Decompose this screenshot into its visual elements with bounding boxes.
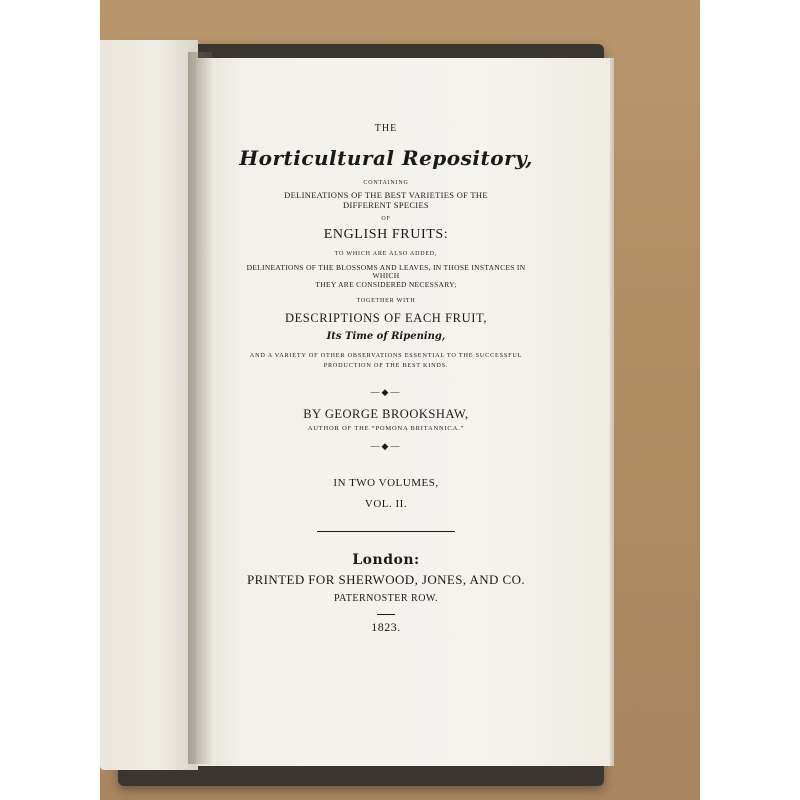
horizontal-rule: [317, 531, 455, 532]
author-line: BY GEORGE BROOKSHAW,: [303, 407, 469, 422]
left-page: [100, 40, 198, 770]
delineations-line-1: DELINEATIONS OF THE BEST VARIETIES OF THE: [284, 190, 488, 201]
publication-year: 1823.: [371, 620, 401, 635]
author-credit: AUTHOR OF THE “POMONA BRITANNICA.”: [307, 425, 465, 433]
book-gutter: [188, 52, 212, 764]
printer-address: PATERNOSTER ROW.: [334, 592, 438, 604]
ripening-text: Its Time of Ripening,: [326, 330, 446, 342]
title-article: THE: [374, 123, 398, 134]
short-rule: [377, 614, 395, 615]
printer-line: PRINTED FOR SHERWOOD, JONES, AND CO.: [246, 571, 526, 587]
containing-text: CONTAINING: [363, 179, 409, 186]
imprint-city: London:: [352, 551, 420, 568]
ornament-divider-2: —◆—: [370, 440, 402, 451]
volumes-text: IN TWO VOLUMES,: [333, 477, 439, 490]
descriptions-heading: DESCRIPTIONS OF EACH FRUIT,: [284, 310, 488, 325]
together-with-text: TOGETHER WITH: [356, 297, 416, 304]
english-fruits-heading: ENGLISH FRUITS:: [323, 226, 449, 242]
blossoms-line-2: THEY ARE CONSIDERED NECESSARY;: [315, 280, 457, 290]
variety-line-2: PRODUCTION OF THE BEST KINDS.: [323, 361, 449, 369]
volume-number: VOL. II.: [364, 497, 408, 510]
book-title: Horticultural Repository,: [239, 145, 533, 170]
also-added-text: TO WHICH ARE ALSO ADDED,: [334, 250, 438, 257]
of-text: OF: [381, 215, 391, 222]
ornament-divider-1: —◆—: [370, 386, 402, 397]
blossoms-line-1: DELINEATIONS OF THE BLOSSOMS AND LEAVES, IN THOSE INSTANCES IN WHICH: [246, 262, 526, 281]
delineations-line-2: DIFFERENT SPECIES: [343, 200, 429, 211]
title-page-text: [236, 118, 536, 635]
variety-line-1: AND A VARIETY OF OTHER OBSERVATIONS ESSENTIAL TO THE SUCCESSFUL: [249, 352, 523, 360]
